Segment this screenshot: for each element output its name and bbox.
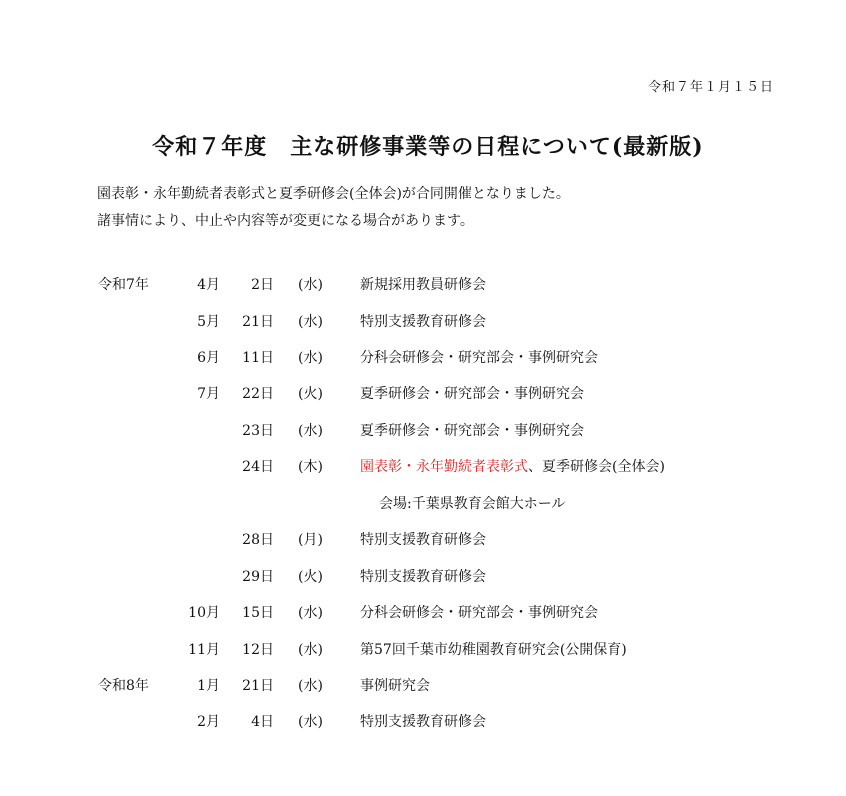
schedule-row bbox=[0, 346, 846, 370]
month-label: 5月 bbox=[197, 314, 220, 330]
day-label: 15日 bbox=[242, 605, 274, 621]
day-label: 21日 bbox=[242, 314, 274, 330]
schedule-row bbox=[0, 455, 846, 479]
era-label: 令和7年 bbox=[98, 277, 149, 293]
schedule-row bbox=[0, 710, 846, 734]
schedule-row bbox=[0, 419, 846, 443]
day-label: 12日 bbox=[242, 642, 274, 658]
day-label: 4日 bbox=[251, 714, 274, 730]
event-name bbox=[360, 455, 665, 479]
month-label: 1月 bbox=[197, 678, 220, 694]
event-name: 特別支援教育研修会 bbox=[360, 532, 486, 548]
weekday-label: (月) bbox=[298, 532, 323, 548]
event-name: 特別支援教育研修会 bbox=[360, 314, 486, 330]
event-highlight: 園表彰・永年勤続者表彰式 bbox=[360, 459, 528, 475]
weekday-label: (水) bbox=[298, 714, 323, 730]
month-label: 4月 bbox=[197, 277, 220, 293]
weekday-label: (水) bbox=[298, 314, 323, 330]
document-date: 令和７年１月１５日 bbox=[647, 80, 774, 95]
schedule-row bbox=[0, 528, 846, 552]
event-name: 事例研究会 bbox=[360, 678, 430, 694]
notice-line-1: 園表彰・永年勤続者表彰式と夏季研修会(全体会)が合同開催となりました。 bbox=[97, 186, 570, 202]
day-label: 22日 bbox=[242, 386, 274, 402]
weekday-label: (水) bbox=[298, 423, 323, 439]
page-title: 令和７年度 主な研修事業等の日程について(最新版) bbox=[152, 134, 704, 160]
schedule-row bbox=[0, 310, 846, 334]
venue-label: 会場:千葉県教育会館大ホール bbox=[379, 496, 566, 512]
weekday-label: (火) bbox=[298, 386, 323, 402]
day-label: 28日 bbox=[242, 532, 274, 548]
weekday-label: (木) bbox=[298, 459, 323, 475]
event-name: 夏季研修会・研究部会・事例研究会 bbox=[360, 423, 584, 439]
day-label: 29日 bbox=[242, 569, 274, 585]
event-name: 分科会研修会・研究部会・事例研究会 bbox=[360, 350, 598, 366]
weekday-label: (水) bbox=[298, 350, 323, 366]
event-rest: 、夏季研修会(全体会) bbox=[528, 459, 665, 475]
month-label: 7月 bbox=[197, 386, 220, 402]
schedule-row bbox=[0, 565, 846, 589]
schedule-row bbox=[0, 674, 846, 698]
schedule-row bbox=[0, 382, 846, 406]
notice-line-2: 諸事情により、中止や内容等が変更になる場合があります。 bbox=[97, 213, 474, 229]
event-name: 特別支援教育研修会 bbox=[360, 569, 486, 585]
weekday-label: (水) bbox=[298, 277, 323, 293]
day-label: 11日 bbox=[242, 350, 274, 366]
month-label: 2月 bbox=[197, 714, 220, 730]
event-name: 分科会研修会・研究部会・事例研究会 bbox=[360, 605, 598, 621]
schedule-row bbox=[0, 638, 846, 662]
schedule-venue-row bbox=[0, 492, 846, 516]
month-label: 6月 bbox=[197, 350, 220, 366]
day-label: 2日 bbox=[251, 277, 274, 293]
day-label: 23日 bbox=[242, 423, 274, 439]
weekday-label: (水) bbox=[298, 605, 323, 621]
event-name: 夏季研修会・研究部会・事例研究会 bbox=[360, 386, 584, 402]
weekday-label: (水) bbox=[298, 642, 323, 658]
event-name: 第57回千葉市幼稚園教育研究会(公開保育) bbox=[360, 642, 627, 658]
weekday-label: (火) bbox=[298, 569, 323, 585]
month-label: 10月 bbox=[188, 605, 220, 621]
day-label: 24日 bbox=[242, 459, 274, 475]
weekday-label: (水) bbox=[298, 678, 323, 694]
month-label: 11月 bbox=[188, 642, 220, 658]
era-label: 令和8年 bbox=[98, 678, 149, 694]
day-label: 21日 bbox=[242, 678, 274, 694]
event-name: 新規採用教員研修会 bbox=[360, 277, 486, 293]
schedule-row bbox=[0, 601, 846, 625]
schedule-row bbox=[0, 273, 846, 297]
event-name: 特別支援教育研修会 bbox=[360, 714, 486, 730]
